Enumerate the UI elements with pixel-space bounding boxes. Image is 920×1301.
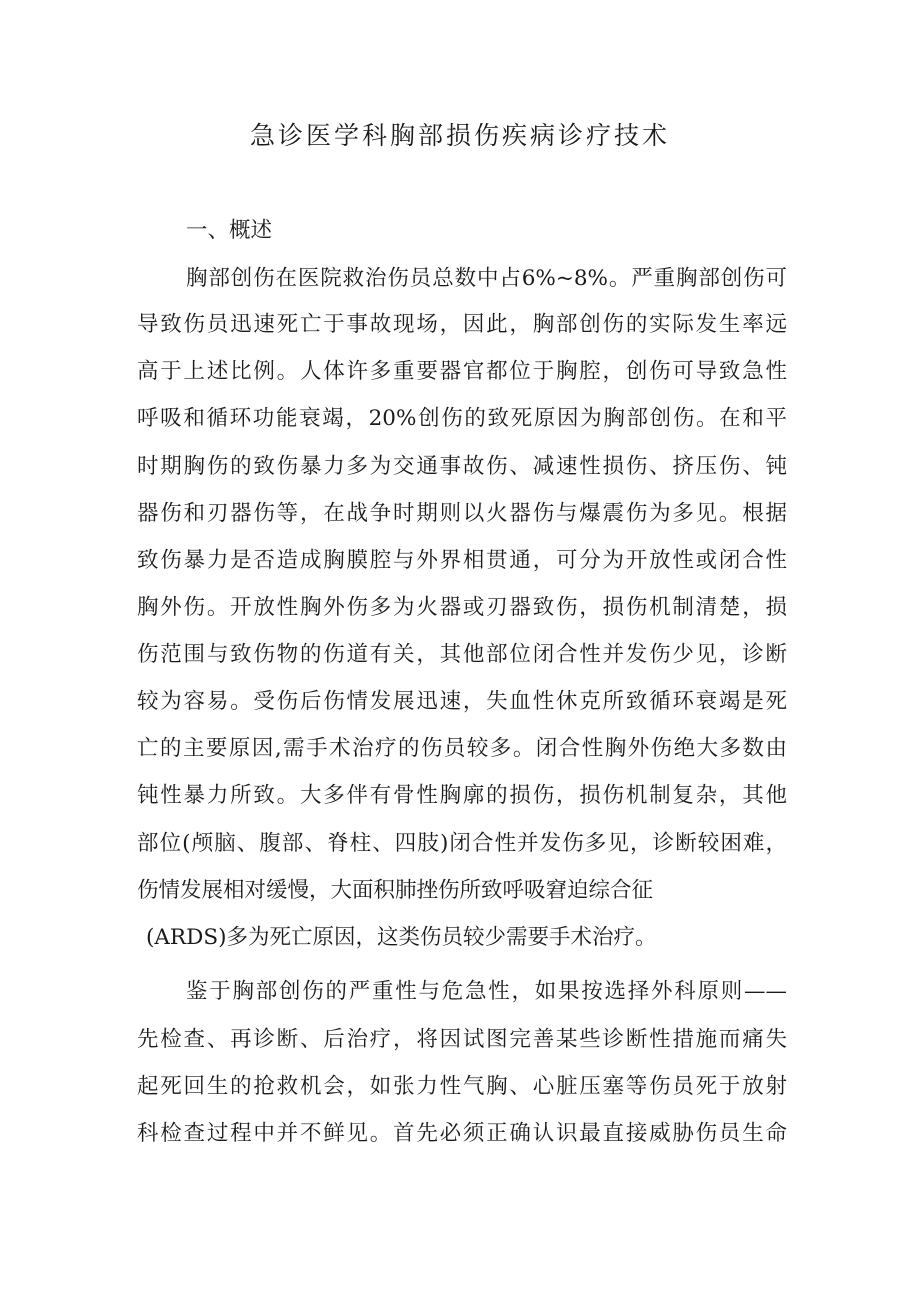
paragraph1-line-15: (ARDS)多为死亡原因，这类伤员较少需要手术治疗。 (146, 925, 657, 950)
paragraph1-line-13: 部位(颅脑、腹部、脊柱、四肢)闭合性并发伤多见，诊断较困难， (137, 831, 787, 856)
section-heading: 一、概述 (186, 218, 273, 243)
document-title: 急诊医学科胸部损伤疾病诊疗技术 (249, 121, 670, 150)
paragraph1-line-10: 较为容易。受伤后伤情发展迅速，失血性休克所致循环衰竭是死 (137, 689, 787, 714)
paragraph1-line-3: 高于上述比例。人体许多重要器官都位于胸腔，创伤可导致急性 (137, 359, 787, 384)
paragraph2-line-3: 起死回生的抢救机会，如张力性气胸、心脏压塞等伤员死于放射 (137, 1074, 787, 1099)
paragraph1-line-2: 导致伤员迅速死亡于事故现场，因此，胸部创伤的实际发生率远 (137, 312, 787, 337)
paragraph1-line-12: 钝性暴力所致。大多伴有骨性胸廓的损伤，损伤机制复杂，其他 (137, 783, 787, 808)
paragraph1-line-1: 胸部创伤在医院救治伤员总数中占6%~8%。严重胸部创伤可 (186, 266, 787, 291)
paragraph1-line-5: 时期胸伤的致伤暴力多为交通事故伤、减速性损伤、挤压伤、钝 (137, 454, 787, 479)
paragraph1-line-7: 致伤暴力是否造成胸膜腔与外界相贯通，可分为开放性或闭合性 (137, 548, 787, 573)
paragraph2-line-4: 科检查过程中并不鲜见。首先必须正确认识最直接威胁伤员生命 (137, 1121, 787, 1146)
paragraph1-line-6: 器伤和刃器伤等，在战争时期则以火器伤与爆震伤为多见。根据 (137, 501, 787, 526)
paragraph1-line-4: 呼吸和循环功能衰竭，20%创伤的致死原因为胸部创伤。在和平 (137, 406, 787, 431)
paragraph1-line-14: 伤情发展相对缓慢，大面积肺挫伤所致呼吸窘迫综合征 (137, 878, 654, 903)
paragraph1-line-9: 伤范围与致伤物的伤道有关，其他部位闭合性并发伤少见，诊断 (137, 642, 787, 667)
paragraph1-line-8: 胸外伤。开放性胸外伤多为火器或刃器致伤，损伤机制清楚，损 (137, 595, 787, 620)
paragraph2-line-1: 鉴于胸部创伤的严重性与危急性，如果按选择外科原则—— (186, 979, 787, 1004)
paragraph2-line-2: 先检查、再诊断、后治疗，将因试图完善某些诊断性措施而痛失 (137, 1027, 787, 1052)
paragraph1-line-11: 亡的主要原因,需手术治疗的伤员较多。闭合性胸外伤绝大多数由 (137, 736, 787, 761)
